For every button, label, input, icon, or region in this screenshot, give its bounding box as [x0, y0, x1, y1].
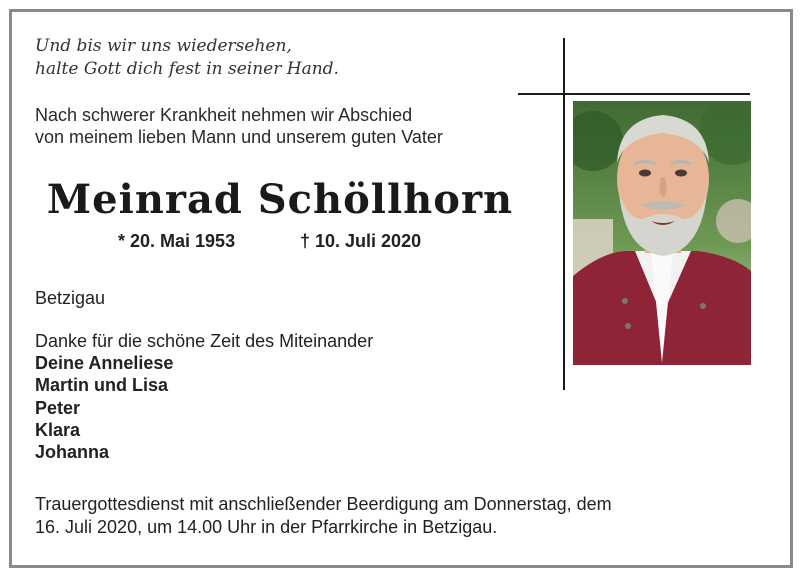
portrait-photo — [573, 101, 751, 365]
motto-line-2: halte Gott dich fest in seiner Hand. — [35, 59, 339, 79]
death-date: † 10. Juli 2020 — [300, 231, 422, 251]
cross-horizontal-bar — [518, 93, 750, 95]
deceased-name: Meinrad Schöllhorn — [46, 176, 514, 223]
family-member: Johanna — [35, 442, 110, 463]
family-member: Peter — [35, 397, 81, 418]
family-list — [35, 352, 173, 463]
family-member: Klara — [35, 419, 81, 440]
birth-date: * 20. Mai 1953 — [118, 231, 236, 251]
intro-text — [35, 104, 443, 148]
family-member: Martin und Lisa — [35, 375, 169, 396]
motto-line-1: Und bis wir uns wiedersehen, — [35, 36, 292, 56]
motto — [35, 35, 339, 81]
family-member: Deine Anneliese — [35, 353, 174, 373]
place-name: Betzigau — [35, 288, 106, 308]
service-line-2: 16. Juli 2020, um 14.00 Uhr in der Pfarrkirche in Betzigau. — [35, 517, 498, 537]
intro-line-1: Nach schwerer Krankheit nehmen wir Abschied — [35, 105, 413, 125]
service-line-1: Trauergottesdienst mit anschließender Beerdigung am Donnerstag, dem — [35, 494, 612, 514]
intro-line-2: von meinem lieben Mann und unserem guten Vater — [35, 127, 443, 147]
service-info — [35, 493, 612, 539]
cross-vertical-bar — [563, 38, 565, 390]
thanks-line: Danke für die schöne Zeit des Miteinander — [35, 331, 374, 351]
